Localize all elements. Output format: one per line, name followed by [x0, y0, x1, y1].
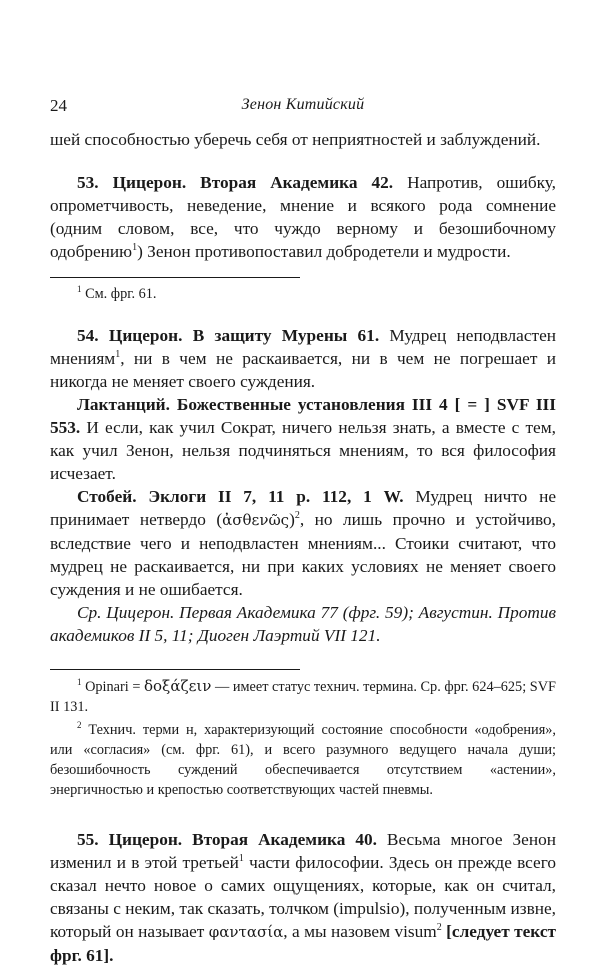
- parallel-source: Лактанций. Божественные установления III 4 [ = ] SVF III 553.: [50, 395, 556, 437]
- running-title: Зенон Китийский: [241, 96, 365, 113]
- compare-references: Ср. Цицерон. Первая Академика 77 (фрг. 59); Августин. Против академиков II 5, 11; Диоген Лаэртий VII 121.: [50, 603, 556, 645]
- continuation-paragraph: шей способностью уберечь себя от неприятностей и заблуждений.: [50, 130, 541, 149]
- footnote-ref[interactable]: 1: [238, 853, 244, 865]
- footnote-ref[interactable]: 2: [436, 922, 442, 934]
- fragment-53-text-a: Напротив, ошибку, опрометчивость, неведение, мнение и всякого рода сомнение (одним словом, все, что чуждо верному и безошибочному одобрению: [50, 173, 556, 261]
- footnote-divider: [50, 277, 300, 278]
- fragment-54-source: 54. Цицерон. В защиту Мурены 61.: [77, 326, 380, 345]
- main-text-54: [50, 324, 556, 647]
- greek-term: ἀσθενῶς: [222, 511, 290, 529]
- fragment-54: 54. Цицерон. В защиту Мурены 61. Мудрец неподвластен мнениям$^1$, ни в чем не раскаивается, ни в чем не погрешает и никогда не меняет своего суждения.: [50, 326, 556, 391]
- main-text-55: [50, 828, 556, 967]
- parallel-source: Стобей. Эклоги II 7, 11 р. 112, 1 W.: [77, 487, 404, 506]
- greek-term: δοξάζειν: [144, 677, 212, 695]
- footnotes-block-53: [50, 277, 556, 304]
- main-text: [50, 128, 556, 263]
- fragment-53-source: 53. Цицерон. Вторая Академика 42.: [77, 173, 394, 192]
- footnote-ref[interactable]: 1: [132, 242, 138, 254]
- fragment-53-text-b: ) Зенон противопоставил добродетели и мудрости.: [137, 242, 511, 261]
- book-page: [50, 96, 556, 967]
- footnote-2: $^2$ Технич. терми н, характеризующий состояние способности «одобрения», или «согласия» (см. фрг. 61), и всего разумного ведущего начала души; безошибочность суждений обеспечивается отсутствием «астении», энергичностью и крепостью соответствующих частей пневмы.: [50, 720, 556, 798]
- fragment-55: 55. Цицерон. Вторая Академика 40. Весьма многое Зенон изменил и в этой третьей$^1$ части философии. Здесь он прежде всего сказал нечто новое о самих ощущениях, которые, как он считал, связаны с неким, так сказать, толчком (impulsio), полученным извне, который он называет φαντασία, а мы назовем visum$^2$ [следует текст фрг. 61].: [50, 830, 557, 965]
- running-head: [50, 96, 556, 120]
- footnote-ref[interactable]: 1: [115, 349, 121, 361]
- footnote-1: $^1$ Opinari = δοξάζειν — имеет статус технич. термина. Ср. фрг. 624–625; SVF II 131.: [50, 677, 556, 715]
- footnote-ref[interactable]: 2: [294, 510, 300, 522]
- footnote-divider: [50, 669, 300, 670]
- fragment-55-source: 55. Цицерон. Вторая Академика 40.: [77, 830, 377, 849]
- greek-term: φαντασία: [208, 923, 284, 941]
- footnote-1: $^1$ См. фрг. 61.: [77, 284, 157, 302]
- fragment-54-parallel-stobaeus: Стобей. Эклоги II 7, 11 р. 112, 1 W. Мудрец ничто не принимает нетвердо (ἀσθενῶς)$^2$, но лишь прочно и устойчиво, вследствие чего и неподвластен мнениям... Стоики считают, что мудрец не раскаивается, ни при каких условиях не меняет своего суждения и не ошибается.: [50, 487, 556, 599]
- footnotes-block-54: [50, 669, 556, 800]
- page-number: 24: [50, 96, 67, 115]
- fragment-53: [50, 171, 556, 263]
- fragment-54-parallel-lactantius: Лактанций. Божественные установления III 4 [ = ] SVF III 553. И если, как учил Сократ, ничего нельзя знать, а вместе с тем, как учил Зенон, нельзя подчиняться мнениям, то вся философия исчезает.: [50, 395, 556, 483]
- editorial-note: [следует текст фрг. 61].: [50, 922, 556, 965]
